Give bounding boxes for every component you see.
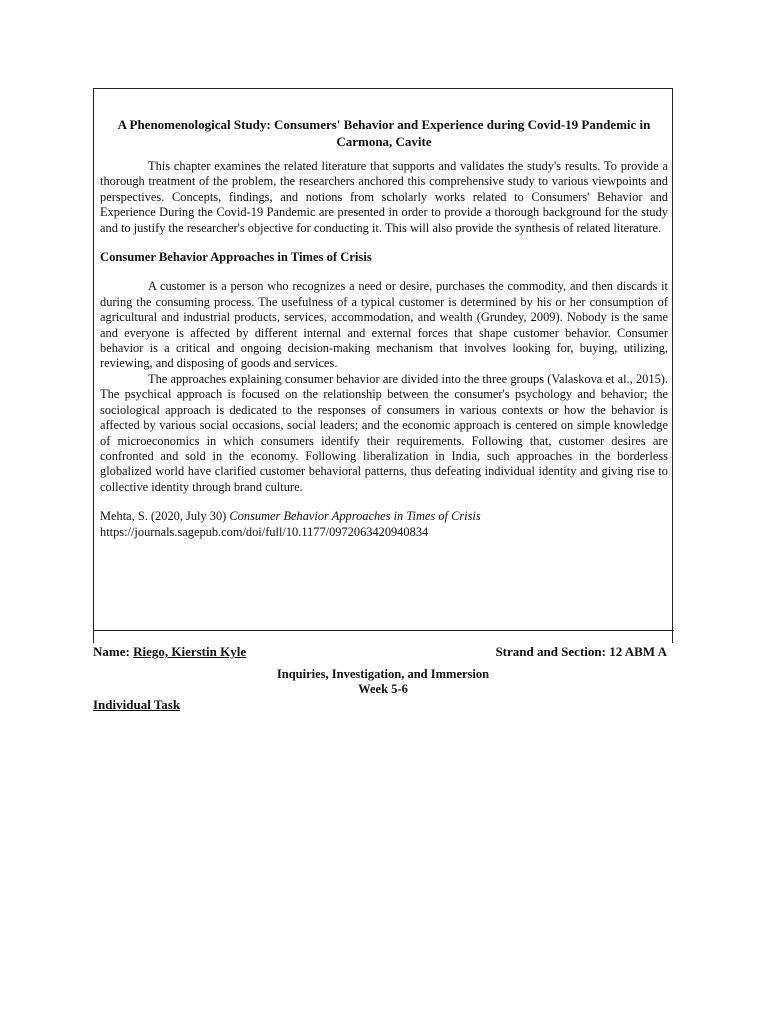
document-title: A Phenomenological Study: Consumers' Behavior and Experience during Covid-19 Pandemic in Carmona, Cavite xyxy=(117,117,651,149)
section-heading: Consumer Behavior Approaches in Times of Crisis xyxy=(100,250,372,265)
intro-paragraph: This chapter examines the related literature that supports and validates the study's results. To provide a thorough treatment of the problem, the researchers anchored this comprehensive study to various viewpoints and perspectives. Concepts, findings, and notions from scholarly works related to Consumers' Behavior and Experience During the Covid-19 Pandemic are presented in order to provide a thorough background for the study and to justify the researcher's objective for conducting it. This will also provide the synthesis of related literature. xyxy=(100,159,668,235)
student-info-row xyxy=(93,644,667,660)
subject-block xyxy=(93,667,673,697)
task-label: Individual Task xyxy=(93,697,181,712)
strand-section: Strand and Section: 12 ABM A xyxy=(495,644,667,659)
name-label: Name: xyxy=(93,644,130,659)
reference xyxy=(100,509,668,540)
reference-title: Consumer Behavior Approaches in Times of Crisis xyxy=(229,509,481,524)
week-label: Week 5-6 xyxy=(358,682,408,696)
student-name xyxy=(93,644,246,660)
content-border-bottom xyxy=(93,630,674,631)
subject-title: Inquiries, Investigation, and Immersion xyxy=(276,667,490,681)
body-paragraph-1: A customer is a person who recognizes a need or desire, purchases the commodity, and then discards it during the consuming process. The usefulness of a typical customer is determined by his or her consumption of agricultural and industrial products, services, accommodation, and wealth (Grundey, 2009). Nobody is the same and everyone is affected by different internal and external forces that shape customer behavior. Consumer behavior is a critical and ongoing decision-making mechanism that involves looking for, buying, utilizing, reviewing, and disposing of goods and services. xyxy=(100,279,668,371)
reference-url: https://journals.sagepub.com/doi/full/10.1177/0972063420940834 xyxy=(100,524,429,539)
body-paragraph-2: The approaches explaining consumer behavior are divided into the three groups (Valaskova et al., 2015). The psychical approach is focused on the relationship between the consumer's psychology and behavior; the sociological approach is dedicated to the responses of consumers in various contexts or how the behavior is affected by various social occasions, social leaders; and the economic approach is centered on simple knowledge of microeconomics in which consumers identify their requirements. Following that, customer desires are confronted and sold in the economy. Following liberalization in India, such approaches in the borderless globalized world have clarified customer behavioral patterns, thus defeating individual identity and giving rise to collective identity through brand culture. xyxy=(100,371,668,494)
name-value: Riego, Kierstin Kyle xyxy=(133,644,247,659)
reference-author: Mehta, S. (2020, July 30) xyxy=(100,509,227,524)
document-body xyxy=(100,116,668,540)
